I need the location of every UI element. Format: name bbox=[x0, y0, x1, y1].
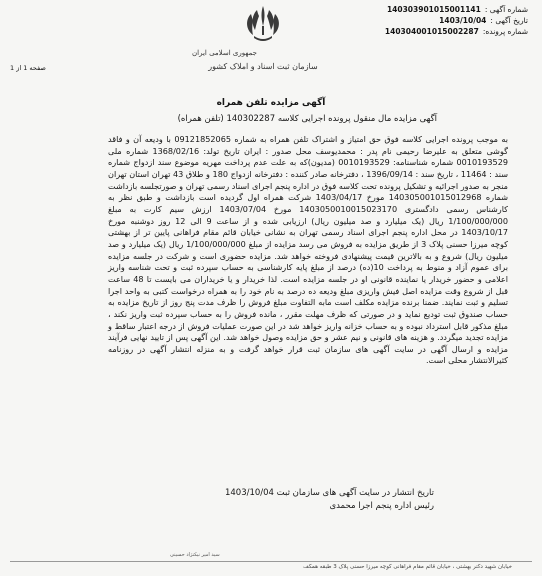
ad-date: 1403/10/04 bbox=[439, 16, 487, 25]
signer: رئیس اداره پنجم اجرا محمدی bbox=[329, 501, 434, 511]
org-emblem bbox=[178, 2, 348, 82]
document-title: آگهی مزایده تلفن همراه bbox=[216, 98, 326, 108]
republic-name: جمهوری اسلامی ایران bbox=[192, 49, 257, 57]
ad-number-label: شماره آگهی : bbox=[484, 5, 528, 14]
document-footer bbox=[225, 487, 434, 513]
document-subtitle: آگهی مزایده مال منقول پرونده اجرایی کلاسه 140302287 (تلفن همراه) bbox=[177, 114, 437, 124]
file-number-label: شماره پرونده: bbox=[482, 27, 528, 36]
signature: سید امیر نیکنژاد حسینی bbox=[170, 552, 220, 558]
file-number: 140304001015002287 bbox=[384, 27, 479, 36]
office-address: خیابان شهید دکتر بهشتی ، خیابان قائم مقام فراهانی کوچه میرزا حسنی پلاک 3 طبقه همکف bbox=[303, 564, 512, 570]
page-number: صفحه 1 از 1 bbox=[10, 64, 46, 72]
ad-date-label: تاریخ آگهی : bbox=[490, 16, 528, 25]
publish-date: تاریخ انتشار در سایت آگهی های سازمان ثبت 1403/10/04 bbox=[224, 488, 434, 498]
org-name: سازمان ثبت اسناد و املاک کشور bbox=[208, 62, 318, 71]
iran-emblem-icon bbox=[240, 2, 286, 48]
ad-number: 140303901015001141 bbox=[386, 5, 481, 14]
auction-notice-body: به موجب پرونده اجرایی کلاسه فوق حق امتیاز و اشتراک تلفن همراه به شماره 09121852065 با ودیعه آن و فاقد گوشی متعلق به علیرضا رحیمی نام پدر : محمدیوسف محل صدور : ایران تاریخ تولد: 1368/02/16 شماره ملی 0010193529 شماره شناسنامه: 0010193529 (مدیون)که به علت عدم پرداخت مهریه موضوع سند ازدواج شماره سند : 11464 ، تاریخ سند : 1396/09/14 ، دفترخانه صادر کننده : دفترخانه ازدواج 180 و طلاق 43 تهران استان تهران منجر به صدور اجرائیه و تشکیل پرونده تحت کلاسه فوق در اداره پنجم اجرای اسناد رسمی تهران و صورتجلسه بازداشت شماره 140305001015012968 مورخ 1403/04/17 شرکت همراه اول گردیده است بازداشت و طبق نظر به کارشناس رسمی دادگستری 1403050010015023170 مورخ 1403/07/04 ارزش سیم کارت به مبلغ 1/100/000/000 ریال (یک میلیارد و صد میلیون ریال) ارزیابی شده و از ساعت 9 الی 12 روز دوشنبه مورخ 1403/10/17 در محل اداره پنجم اجرای اسناد رسمی تهران به نشانی خیابان قائم مقام فراهانی پایین تر از بهشتی کوچه میرزا حسنی پلاک 3 از طریق مزایده به فروش می رسد مزایده از مبلغ 1/100/000/000 ریال (یک میلیارد و صد میلیون ریال) شروع و به بالاترین قیمت پیشنهادی فروخته خواهد شد. مزایده حضوری است و شرکت در جلسه مزایده برای عموم آزاد و منوط به پرداخت 10(ده) درصد از مبلغ پایه کارشناسی به حساب سپرده ثبت و تحت شناسه واریز اعلامی و حضور خریدار یا نماینده قانونی او در جلسه مزایده است. لذا خریدار و یا خریداران می بایست تا 48 ساعت قبل از شروع وقت مزایده اصل فیش واریزی مبلغ ودیعه ده درصد به نام خود را به همراه درخواست کتبی به واحد اجرا تسلیم و ثبت نمایند. ضمنا برنده مزایده مکلف است مابه التفاوت مبلغ فروش را ظرف مدت پنج روز از تاریخ مزایده به حساب صندوق ثبت تودیع نماید و در صورتی که ظرف مهلت مقرر ، مانده فروش را به حساب سپرده ثبت واریز نکند ، مبلغ مذکور قابل استرداد نبوده و به حساب خزانه واریز خواهد شد در این صورت عملیات فروش از درجه اعتبار ساقط و مزایده تجدید میگردد. و هزینه های قانونی و نیم عشر و حق مزایده وصول خواهد شد. این آگهی پس از تایید نهایی فرآیند مزایده و ارسال آگهی در سایت آگهی های سازمان ثبت قرار خواهد گرفت و به منزله انتشار آگهی در روزنامه کثیرالانتشار محلی است. bbox=[108, 134, 509, 366]
footer-divider bbox=[10, 561, 532, 562]
